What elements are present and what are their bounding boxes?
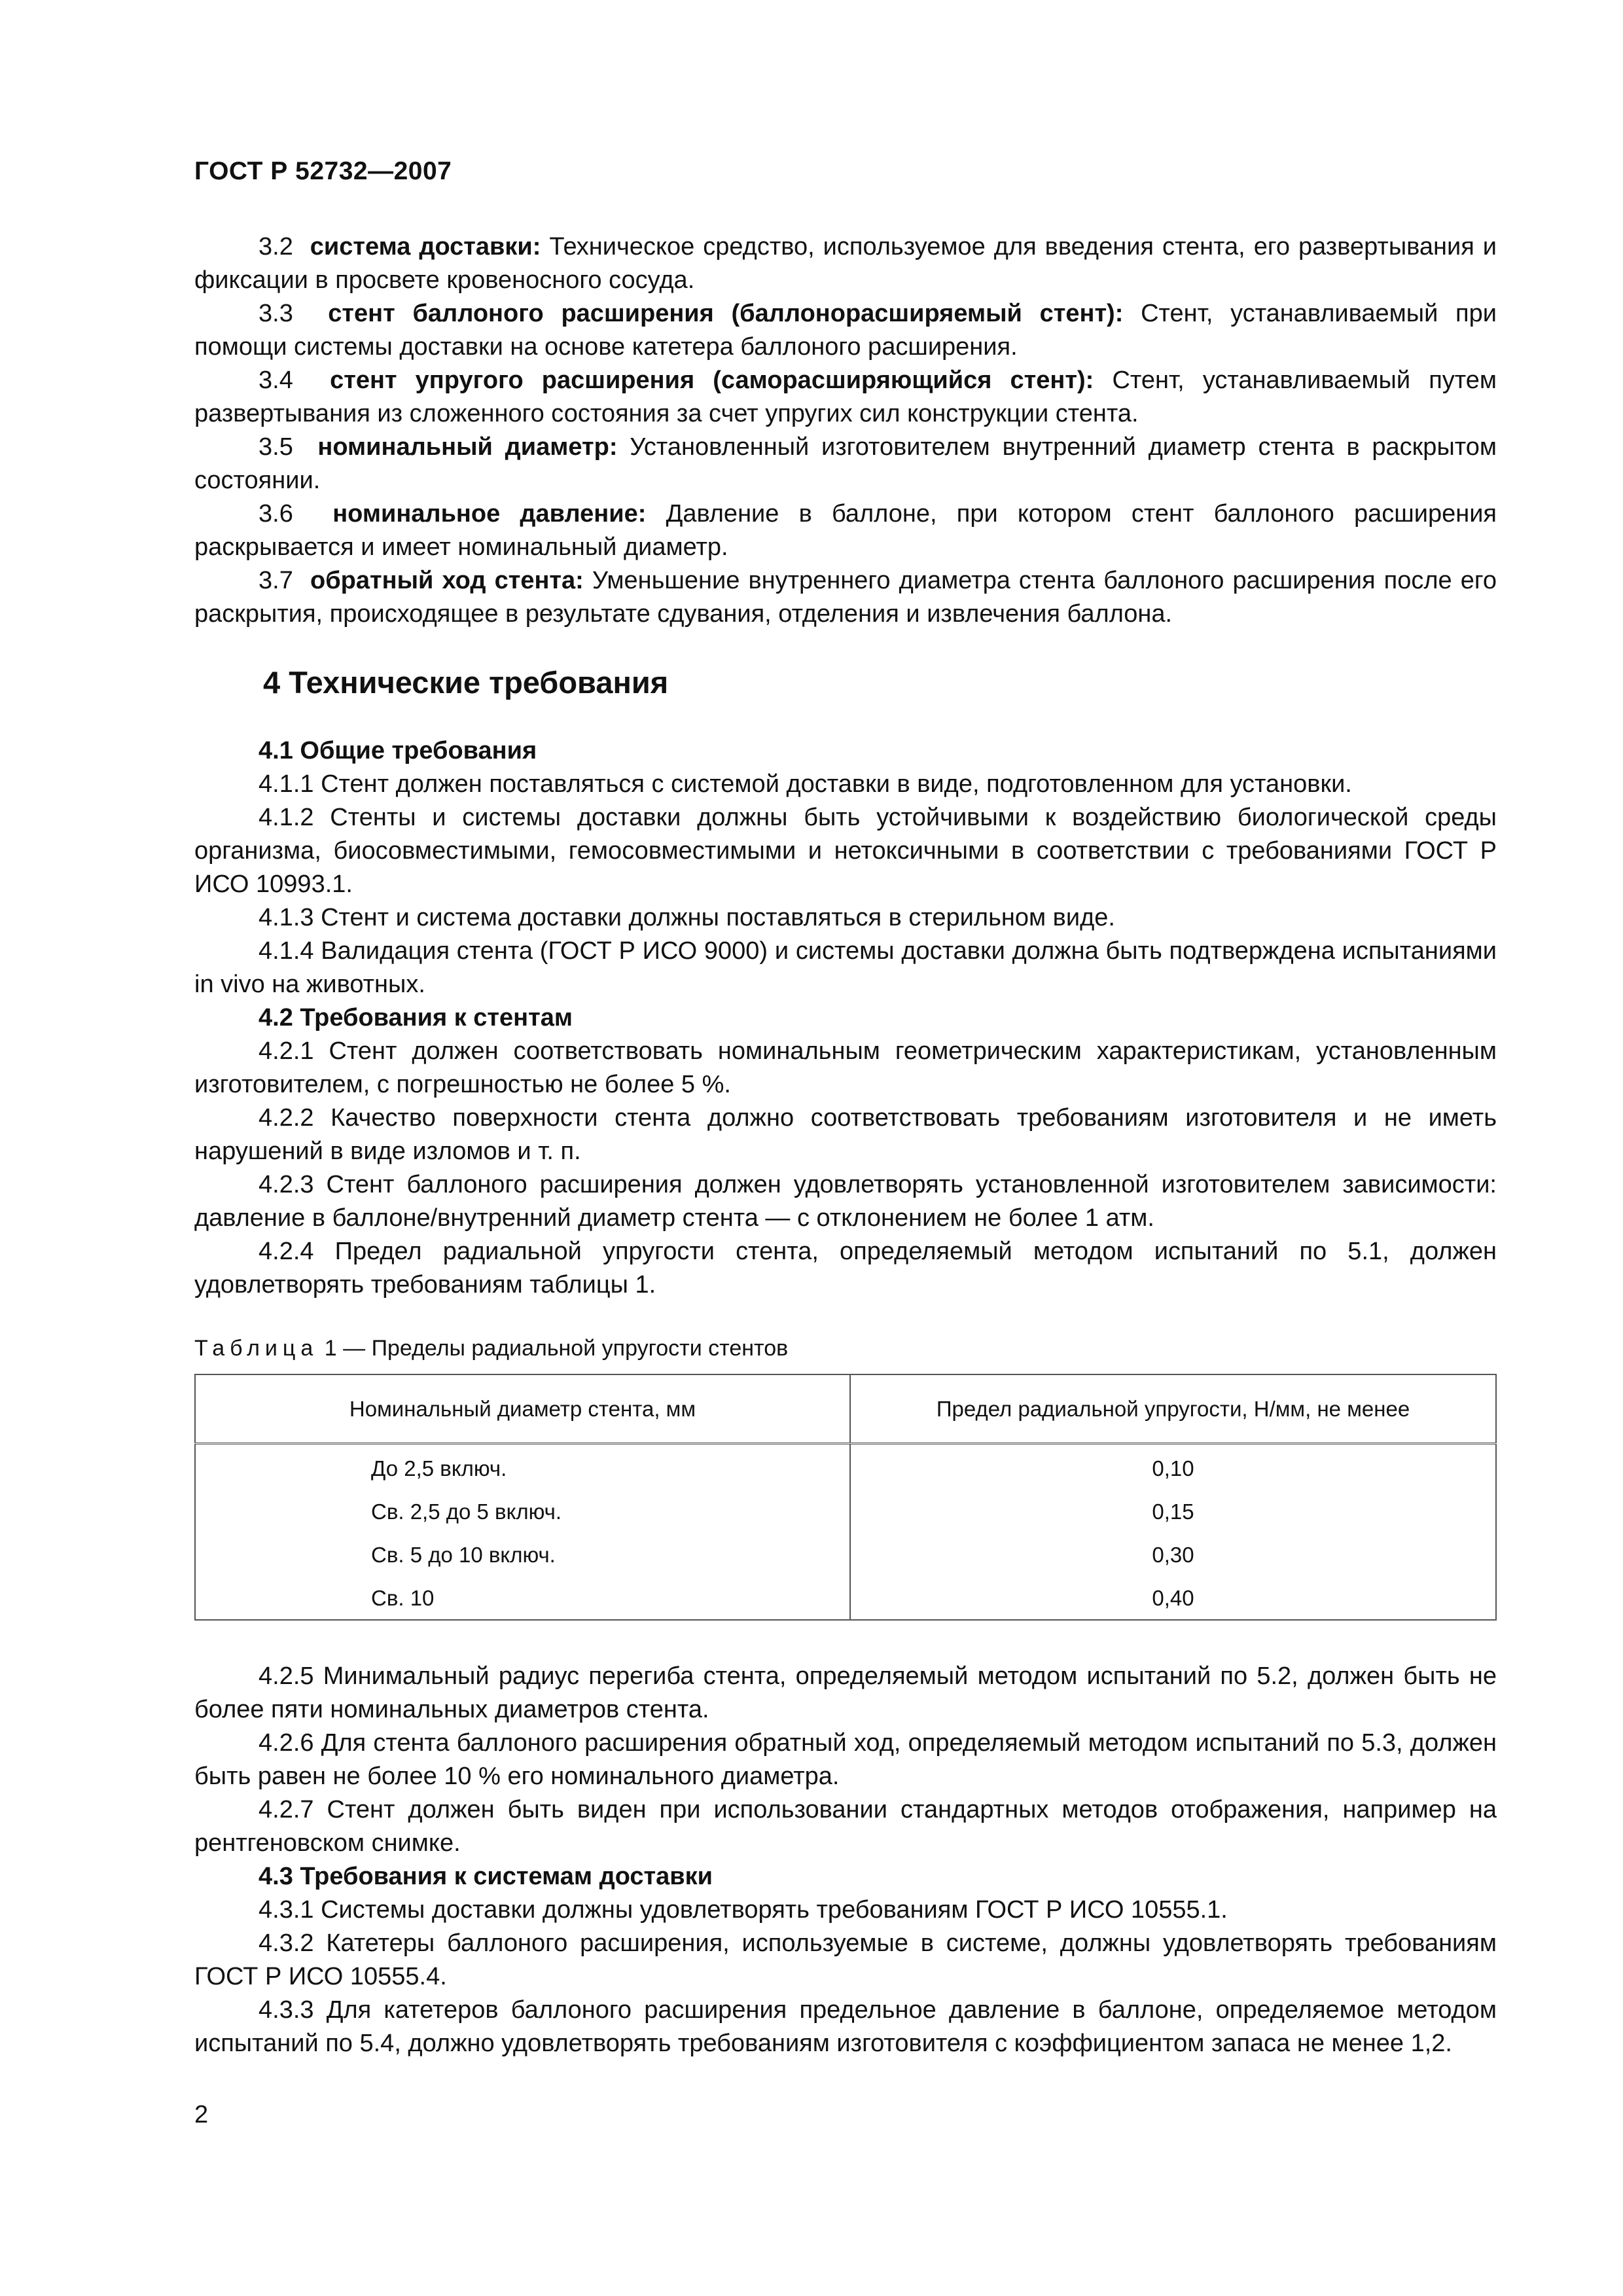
section-4-title: 4 Технические требования [263,665,669,700]
clause-4-2-5: 4.2.5 Минимальный радиус перегиба стента, определяемый методом испытаний по 5.2, должен быть не более пяти номинальных диаметров стента. [194,1662,1497,1723]
main-content [194,230,1497,2060]
table-cell-diameter: Св. 2,5 до 5 включ. [195,1490,850,1533]
clause-4-2-2: 4.2.2 Качество поверхности стента должно соответствовать требованиям изготовителя и не иметь нарушений в виде изломов и т. п. [194,1104,1497,1165]
table-cell-diameter: Св. 10 [195,1576,850,1620]
subsection-4-1-title: 4.1 Общие требования [259,737,537,764]
definition-3-7: 3.7 обратный ход стента: Уменьшение внутреннего диаметра стента баллоного расширения после его раскрытия, происходящее в результате сдувания, отделения и извлечения баллона. [194,567,1497,628]
table-cell-limit: 0,15 [850,1490,1496,1533]
subsection-4-2-title: 4.2 Требования к стентам [259,1004,573,1031]
clause-4-1-1: 4.1.1 Стент должен поставляться с системой доставки в виде, подготовленном для установки. [259,770,1352,798]
clause-4-3-2: 4.3.2 Катетеры баллоного расширения, используемые в системе, должны удовлетворять требованиям ГОСТ Р ИСО 10555.4. [194,1929,1497,1990]
table-cell-diameter: Св. 5 до 10 включ. [195,1533,850,1576]
page-number: 2 [194,2101,209,2128]
table-radial-elasticity [194,1374,1497,1621]
clause-4-3-1: 4.3.1 Системы доставки должны удовлетворять требованиям ГОСТ Р ИСО 10555.1. [259,1896,1228,1924]
clause-4-2-3: 4.2.3 Стент баллоного расширения должен удовлетворять установленной изготовителем зависимости: давление в баллоне/внутренний диаметр стента — с отклонением не более 1 атм. [194,1171,1497,1232]
table-caption-text: 1 — Пределы радиальной упругости стентов [324,1336,789,1361]
table-row [195,1490,1496,1533]
table-cell-limit: 0,40 [850,1576,1496,1620]
clause-4-1-4: 4.1.4 Валидация стента (ГОСТ Р ИСО 9000) и системы доставки должна быть подтверждена испытаниями in vivo на животных. [194,937,1497,998]
table-row [195,1576,1496,1620]
clauses-after-table [194,1660,1497,2060]
clause-4-2-4: 4.2.4 Предел радиальной упругости стента, определяемый методом испытаний по 5.1, должен удовлетворять требованиям таблицы 1. [194,1238,1497,1299]
table-row [195,1444,1496,1490]
table-caption-word: Таблица [194,1336,319,1361]
clause-4-1-3: 4.1.3 Стент и система доставки должны поставляться в стерильном виде. [259,904,1115,931]
clause-4-2-6: 4.2.6 Для стента баллоного расширения обратный ход, определяемый методом испытаний по 5.3, должен быть равен не более 10 % его номинального диаметра. [194,1729,1497,1790]
table-cell-limit: 0,10 [850,1444,1496,1490]
clause-4-1-2: 4.1.2 Стенты и системы доставки должны быть устойчивыми к воздействию биологической среды организма, биосовместимыми, гемосовместимыми и нетоксичными в соответствии с требованиями ГОСТ Р ИСО 10993.1. [194,804,1497,898]
table-header-limit: Предел радиальной упругости, Н/мм, не менее [850,1374,1496,1444]
clause-4-2-7: 4.2.7 Стент должен быть виден при использовании стандартных методов отображения, например на рентгеновском снимке. [194,1796,1497,1857]
table-caption [194,1335,1497,1362]
definition-3-5: 3.5 номинальный диаметр: Установленный изготовителем внутренний диаметр стента в раскрытом состоянии. [194,433,1497,494]
definition-3-2: 3.2 система доставки: Техническое средство, используемое для введения стента, его развертывания и фиксации в просвете кровеносного сосуда. [194,233,1497,294]
definition-3-3: 3.3 стент баллоного расширения (баллонорасширяемый стент): Стент, устанавливаемый при помощи системы доставки на основе катетера баллоного расширения. [194,300,1497,361]
table-row [195,1533,1496,1576]
subsection-4-3-title: 4.3 Требования к системам доставки [259,1863,713,1890]
table-cell-limit: 0,30 [850,1533,1496,1576]
clause-4-2-1: 4.2.1 Стент должен соответствовать номинальным геометрическим характеристикам, установленным изготовителем, с погрешностью не более 5 %. [194,1037,1497,1098]
definition-3-6: 3.6 номинальное давление: Давление в баллоне, при котором стент баллоного расширения раскрывается и имеет номинальный диаметр. [194,500,1497,561]
table-cell-diameter: До 2,5 включ. [195,1444,850,1490]
document-header: ГОСТ Р 52732—2007 [194,157,452,185]
definition-3-4: 3.4 стент упругого расширения (саморасширяющийся стент): Стент, устанавливаемый путем развертывания из сложенного состояния за счет упругих сил конструкции стента. [194,367,1497,427]
table-header-diameter: Номинальный диаметр стента, мм [195,1374,850,1444]
clause-4-3-3: 4.3.3 Для катетеров баллоного расширения предельное давление в баллоне, определяемое методом испытаний по 5.4, должно удовлетворять требованиям изготовителя с коэффициентом запаса не менее 1,2. [194,1996,1497,2057]
